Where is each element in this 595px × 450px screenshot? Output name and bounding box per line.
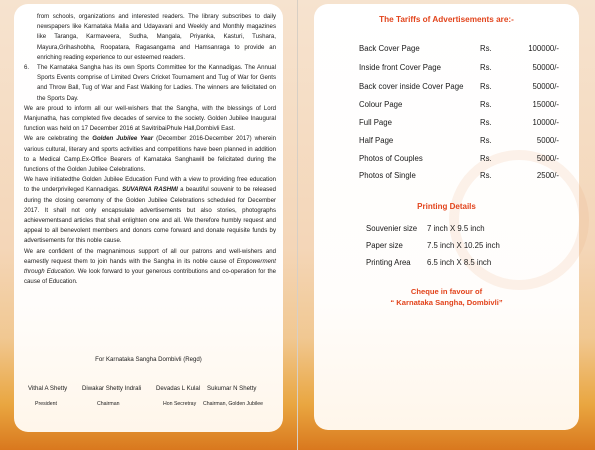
- tariff-amount: 5000/-: [536, 154, 559, 163]
- tariff-amount: 50000/-: [532, 82, 559, 91]
- tariff-label: Inside front Cover Page: [359, 63, 441, 72]
- sangha-logo-watermark: [449, 150, 589, 290]
- cheque-payee-name: “ Karnataka Sangha, Dombivli”: [390, 298, 503, 307]
- tariff-currency: Rs.: [480, 63, 492, 72]
- tariff-label: Photos of Couples: [359, 154, 423, 163]
- tariff-amount: 10000/-: [532, 118, 559, 127]
- tariff-amount: 5000/-: [536, 136, 559, 145]
- signatory-role: President: [35, 401, 57, 407]
- golden-jubilee-paragraph: We are celebrating the Golden Jubilee Year (December 2016-December 2017) wherein various cultural, literary and sports activities and competitions have been planned in addition to a Medical Camp.Ex-Office Bearers of Karnataka Sanghawill be felicitated during the functions of the Golden Jubilee Celebrations.: [24, 135, 276, 174]
- cheque-favour-line: Cheque in favour of: [410, 287, 483, 296]
- tariff-amount: 50000/-: [532, 63, 559, 72]
- tariff-currency: Rs.: [480, 154, 492, 163]
- tariff-amount: 2500/-: [536, 171, 559, 180]
- tariff-label: Back cover inside Cover Page: [359, 82, 464, 91]
- tariff-label: Photos of Single: [359, 171, 416, 180]
- sports-committee-text: The Karnataka Sangha has its own Sports Committee for the Kannadigas. The Annual Sports Events comprise of Limited Overs Cricket Tournament and Tug of War for Gents and Throw Ball, Tug of War and Fast Walking for Ladies. The winners are felicitated on the Sports Day.: [37, 64, 276, 102]
- golden-jubilee-year-emphasis: Golden Jubilee Year: [92, 135, 154, 143]
- tariff-currency: Rs.: [480, 100, 492, 109]
- support-paragraph: We are confident of the magnanimous support of all our patrons and well-wishers and earnestly request them to join hands with the Sangha in its noble cause of Empowerment through Education. We look forward to your generous contributions and co-operation for the cause of Education.: [24, 247, 276, 286]
- signatory-name: Diwakar Shetty Indrali: [82, 385, 142, 392]
- tariff-currency: Rs.: [480, 82, 492, 91]
- printing-value: 6.5 inch X 8.5 inch: [427, 258, 492, 267]
- tariff-amount: 100000/-: [528, 44, 559, 53]
- signatory-role: Hon Secretray: [163, 401, 197, 407]
- five-decades-paragraph: We are proud to inform all our well-wishers that the Sangha, with the blessings of Lord Manjunatha, has completed five decades of service to the society. Golden Jubilee Inaugural function was held on 17 December 2016 at SavitribaiPhule Hall,Dombivli East.: [24, 104, 276, 133]
- education-fund-paragraph: We have initiatedthe Golden Jubilee Education Fund with a view to providing free education to the underprivileged Kannadigas. SUVARNA RASHMI a beautiful souvenir to be released during the closing ceremony of the Golden Jubilee Celebrations scheduled for December 2017. It shall not only encapsulate advertisements but also stories, photographs achievementsand articles that shall enlighten one and all. We therefore humbly request and appeal to all benevolent members and donors come forward and donate requisite funds by advertisements for this noble cause.: [24, 176, 276, 245]
- printing-details-heading: Printing Details: [417, 202, 476, 211]
- printing-label: Printing Area: [366, 258, 411, 267]
- tariffs-heading: The Tariffs of Advertisements are:-: [379, 15, 514, 24]
- printing-label: Souvenier size: [366, 224, 418, 233]
- left-page-text: [24, 12, 276, 287]
- signatory-name: Vithal A Shetty: [28, 385, 68, 392]
- tariff-label: Back Cover Page: [359, 44, 420, 53]
- tariff-currency: Rs.: [480, 136, 492, 145]
- library-paragraph: from schools, organizations and interested readers. The library subscribes to daily newspapers like Karnataka Malla and Udayavani and Weekly and Monthly magazines like Taranga, Karmaveera, Sudha, Mangala, Priyanka, Kasturi, Tushara, Mayura,Grihashobha, Roopatara, Ragasangama and Hamsanraga to provide an enriching reading experience to our esteemed readers.: [37, 13, 276, 61]
- printing-value: 7.5 inch X 10.25 inch: [427, 241, 500, 250]
- tariff-label: Full Page: [359, 118, 392, 127]
- tariff-currency: Rs.: [480, 171, 492, 180]
- tariff-label: Colour Page: [359, 100, 403, 109]
- signatory-name: Sukumar N Shetty: [207, 385, 257, 392]
- signatory-role: Chairman: [97, 401, 120, 407]
- printing-value: 7 inch X 9.5 inch: [427, 224, 485, 233]
- suvarna-rashmi-emphasis: SUVARNA RASHMI: [122, 186, 178, 194]
- printing-label: Paper size: [366, 241, 403, 250]
- item-number: 6.: [24, 64, 30, 72]
- sign-for-line: For Karnataka Sangha Dombivli (Regd): [95, 356, 202, 363]
- signatory-name: Devadas L Kulal: [156, 385, 201, 392]
- tariff-amount: 15000/-: [532, 100, 559, 109]
- tariff-label: Half Page: [359, 136, 394, 145]
- empowerment-emphasis: Empowerment through Education.: [24, 257, 276, 276]
- sports-committee-item: [24, 63, 276, 104]
- signatory-role: Chairman, Golden Jubilee: [203, 401, 263, 407]
- tariff-currency: Rs.: [480, 44, 492, 53]
- tariff-currency: Rs.: [480, 118, 492, 127]
